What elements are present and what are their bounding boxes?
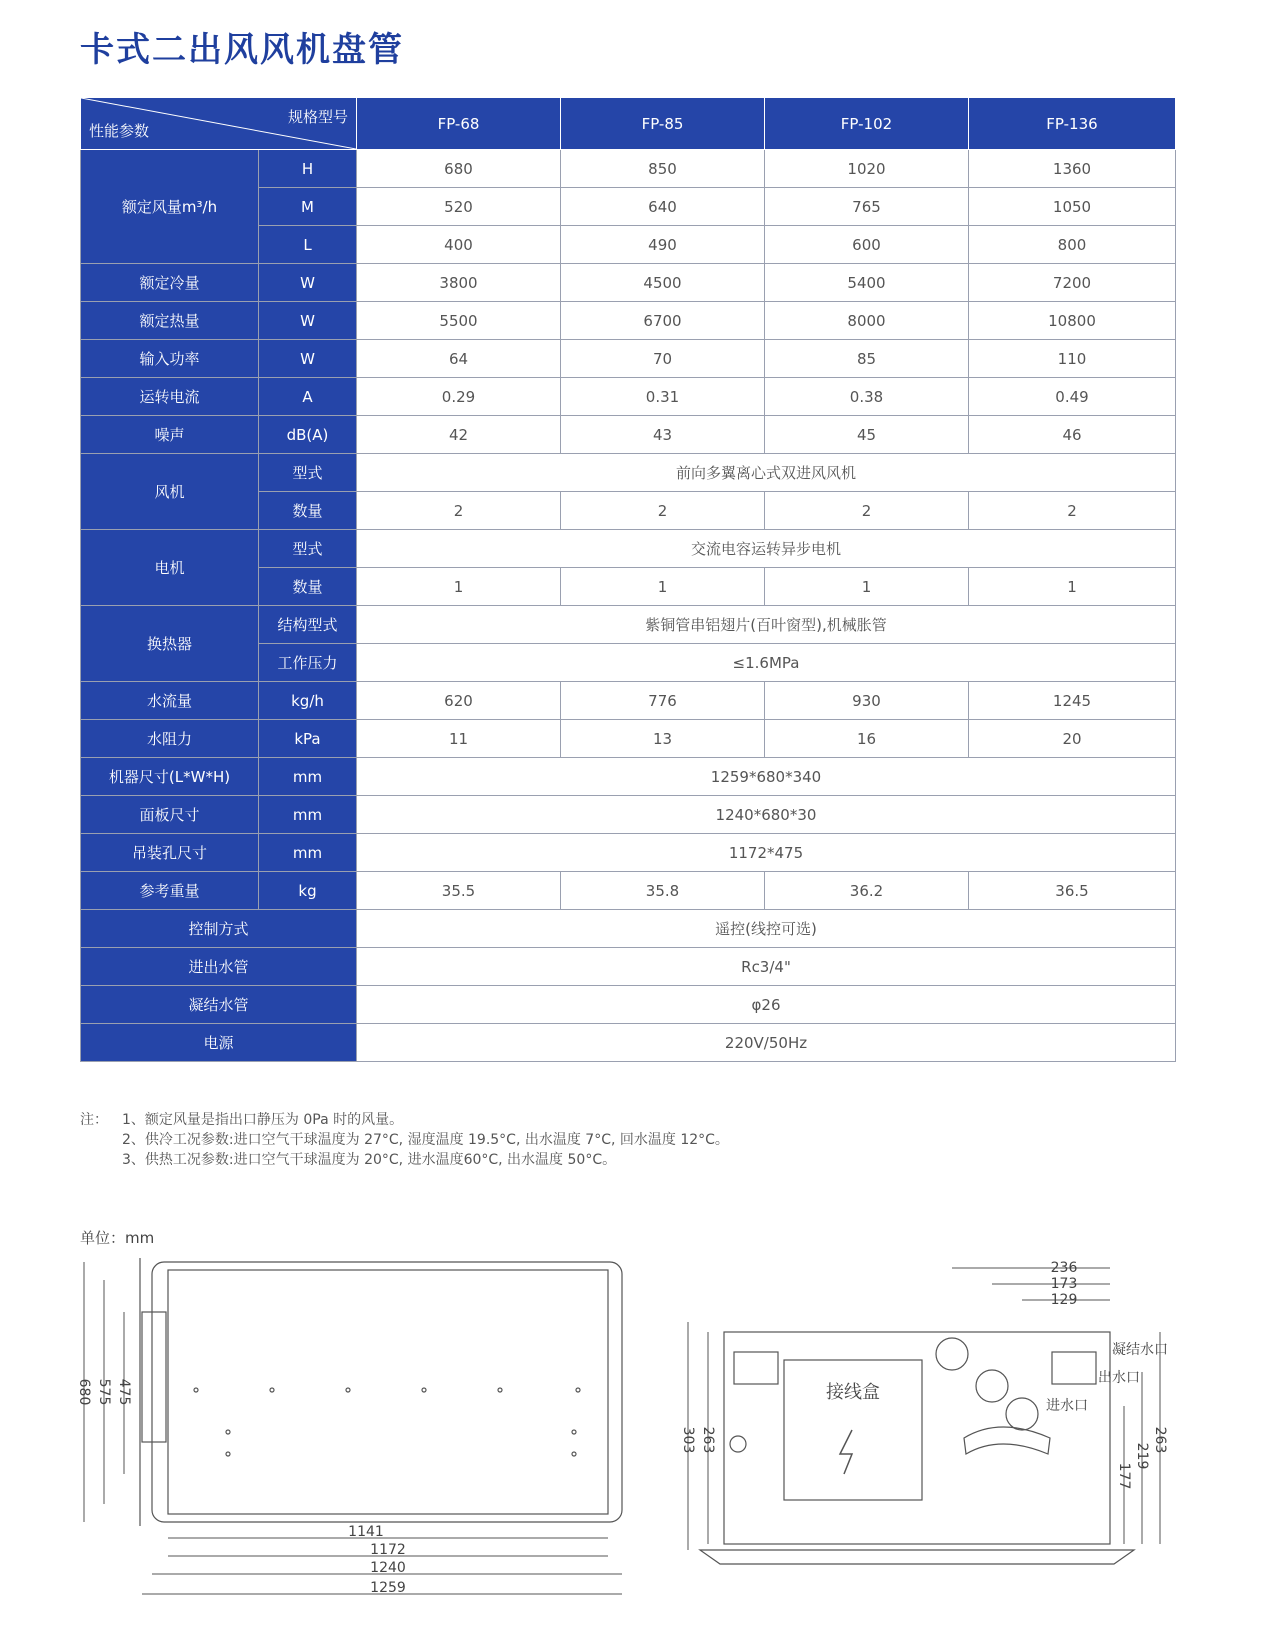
spec-table [80,97,1176,1062]
table-cell: 36.5 [969,872,1176,910]
table-row [81,1024,1176,1062]
table-cell: 1360 [969,150,1176,188]
table-row [81,872,1176,910]
table-cell: 20 [969,720,1176,758]
dim-label: 475 [116,1378,132,1406]
table-cell: 7200 [969,264,1176,302]
table-cell: 930 [765,682,969,720]
table-row [81,682,1176,720]
table-row [81,416,1176,454]
row-label: 输入功率 [81,340,259,378]
unit-label: 单位：mm [80,1229,155,1247]
dim-label: 1240 [370,1560,406,1576]
row-unit: kPa [259,720,357,758]
port-label: 进水口 [1046,1398,1088,1414]
right-dimension-lines [688,1268,1160,1550]
table-row [81,150,1176,188]
note-line: 1、额定风量是指出口静压为 0Pa 时的风量。 [122,1112,404,1128]
dim-label: 263 [1152,1426,1168,1454]
table-cell: 4500 [561,264,765,302]
row-label: 运转电流 [81,378,259,416]
table-cell: 16 [765,720,969,758]
row-unit: 结构型式 [259,606,357,644]
table-cell: 46 [969,416,1176,454]
model-header: FP-68 [357,98,561,150]
table-cell: 35.5 [357,872,561,910]
table-row [81,530,1176,568]
dim-label: 1141 [348,1524,384,1540]
junction-box-label: 接线盒 [826,1382,880,1403]
model-header: FP-136 [969,98,1176,150]
table-cell: 11 [357,720,561,758]
table-row [81,454,1176,492]
unit-inner-panel [168,1270,608,1514]
table-cell: 2 [561,492,765,530]
table-cell: 0.49 [969,378,1176,416]
table-cell: 2 [765,492,969,530]
row-label: 风机 [81,454,259,530]
row-unit: W [259,302,357,340]
table-row [81,302,1176,340]
row-label: 凝结水管 [81,986,357,1024]
panel-outline [700,1550,1134,1564]
table-cell: 0.38 [765,378,969,416]
notes [80,1110,729,1170]
row-unit: mm [259,796,357,834]
page-title: 卡式二出风风机盘管 [80,30,404,70]
table-cell: 2 [357,492,561,530]
table-cell: 6700 [561,302,765,340]
notes-prefix: 注： [80,1112,108,1128]
table-cell: 520 [357,188,561,226]
drain-tray [964,1427,1050,1454]
table-row [81,264,1176,302]
dim-label: 173 [1050,1276,1078,1292]
junction-box [784,1360,922,1500]
table-cell: 1 [969,568,1176,606]
row-unit: M [259,188,357,226]
table-row [81,378,1176,416]
row-unit: 数量 [259,492,357,530]
table-cell: Rc3/4" [357,948,1176,986]
model-header: FP-85 [561,98,765,150]
table-cell: 36.2 [765,872,969,910]
right-dimension-labels [680,1260,1168,1489]
row-label: 换热器 [81,606,259,682]
table-cell: 1259*680*340 [357,758,1176,796]
table-row [81,606,1176,644]
table-cell: 1240*680*30 [357,796,1176,834]
row-unit: W [259,264,357,302]
row-label: 额定热量 [81,302,259,340]
row-label: 机器尺寸(L*W*H) [81,758,259,796]
table-cell: 前向多翼离心式双进风风机 [357,454,1176,492]
table-cell: 13 [561,720,765,758]
outlet-port [976,1370,1008,1402]
table-cell: 交流电容运转异步电机 [357,530,1176,568]
table-cell: 850 [561,150,765,188]
warning-icon [840,1430,852,1474]
row-label: 参考重量 [81,872,259,910]
row-unit: kg/h [259,682,357,720]
table-cell: 640 [561,188,765,226]
table-cell: 43 [561,416,765,454]
row-label: 控制方式 [81,910,357,948]
row-unit: mm [259,758,357,796]
dimension-drawings [0,1250,1266,1652]
table-corner-cell [81,98,357,150]
inlet-port [1006,1398,1038,1430]
model-header: FP-102 [765,98,969,150]
row-unit: 工作压力 [259,644,357,682]
row-unit: H [259,150,357,188]
table-cell: 680 [357,150,561,188]
table-cell: φ26 [357,986,1176,1024]
bracket-left [734,1352,778,1384]
port-label: 出水口 [1098,1370,1140,1386]
row-unit: dB(A) [259,416,357,454]
table-cell: 600 [765,226,969,264]
table-row [81,340,1176,378]
dim-label: 219 [1134,1442,1150,1470]
bracket-right [1052,1352,1096,1384]
table-cell: 遥控(线控可选) [357,910,1176,948]
table-cell: 1 [765,568,969,606]
row-label: 额定风量m³/h [81,150,259,264]
row-label: 电机 [81,530,259,606]
right-side-view [700,1332,1134,1564]
table-cell: 64 [357,340,561,378]
table-cell: 45 [765,416,969,454]
table-cell: 220V/50Hz [357,1024,1176,1062]
row-unit: 型式 [259,530,357,568]
dim-label: 303 [680,1426,696,1454]
corner-label-param: 性能参数 [89,122,150,140]
table-row [81,948,1176,986]
table-cell: 8000 [765,302,969,340]
table-row [81,986,1176,1024]
dim-label: 575 [96,1378,112,1406]
row-unit: 数量 [259,568,357,606]
table-cell: 0.29 [357,378,561,416]
table-row [81,834,1176,872]
dim-label: 1259 [370,1580,406,1596]
note-line: 2、供冷工况参数:进口空气干球温度为 27°C, 湿度温度 19.5°C, 出水温度 7°C, 回水温度 12°C。 [122,1132,729,1148]
table-cell: 3800 [357,264,561,302]
table-cell: 1020 [765,150,969,188]
table-cell: 0.31 [561,378,765,416]
table-cell: 110 [969,340,1176,378]
row-unit: kg [259,872,357,910]
table-cell: 1 [357,568,561,606]
dim-label: 129 [1050,1292,1078,1308]
table-cell: ≤1.6MPa [357,644,1176,682]
row-label: 面板尺寸 [81,796,259,834]
row-unit: W [259,340,357,378]
row-unit: 型式 [259,454,357,492]
row-label: 水流量 [81,682,259,720]
table-cell: 1245 [969,682,1176,720]
row-label: 进出水管 [81,948,357,986]
table-row [81,910,1176,948]
table-cell: 765 [765,188,969,226]
table-cell: 400 [357,226,561,264]
row-unit: L [259,226,357,264]
table-cell: 1050 [969,188,1176,226]
table-cell: 5400 [765,264,969,302]
row-unit: mm [259,834,357,872]
row-label: 额定冷量 [81,264,259,302]
table-row [81,758,1176,796]
table-cell: 85 [765,340,969,378]
dim-label: 263 [700,1426,716,1454]
left-plan-view [140,1258,622,1526]
unit-outline [152,1262,622,1522]
table-cell: 490 [561,226,765,264]
dim-label: 1172 [370,1542,406,1558]
table-cell: 800 [969,226,1176,264]
table-header-row [81,98,1176,150]
left-dimension-labels [76,1379,406,1596]
condensate-port [936,1338,968,1370]
table-cell: 2 [969,492,1176,530]
table-cell: 1172*475 [357,834,1176,872]
table-cell: 42 [357,416,561,454]
table-cell: 10800 [969,302,1176,340]
note-line: 3、供热工况参数:进口空气干球温度为 20°C, 进水温度60°C, 出水温度 50°C。 [122,1152,617,1168]
port-label: 凝结水口 [1112,1342,1168,1358]
table-cell: 1 [561,568,765,606]
row-label: 噪声 [81,416,259,454]
table-cell: 70 [561,340,765,378]
table-cell: 620 [357,682,561,720]
row-label: 吊装孔尺寸 [81,834,259,872]
table-cell: 5500 [357,302,561,340]
table-row [81,796,1176,834]
table-cell: 35.8 [561,872,765,910]
table-cell: 紫铜管串铝翅片(百叶窗型),机械胀管 [357,606,1176,644]
table-cell: 776 [561,682,765,720]
table-row [81,720,1176,758]
side-bracket [142,1312,166,1442]
row-label: 电源 [81,1024,357,1062]
dim-label: 680 [76,1378,92,1406]
row-unit: A [259,378,357,416]
row-label: 水阻力 [81,720,259,758]
corner-label-spec: 规格型号 [287,108,348,126]
dim-label: 177 [1116,1462,1132,1490]
dim-label: 236 [1050,1260,1078,1276]
